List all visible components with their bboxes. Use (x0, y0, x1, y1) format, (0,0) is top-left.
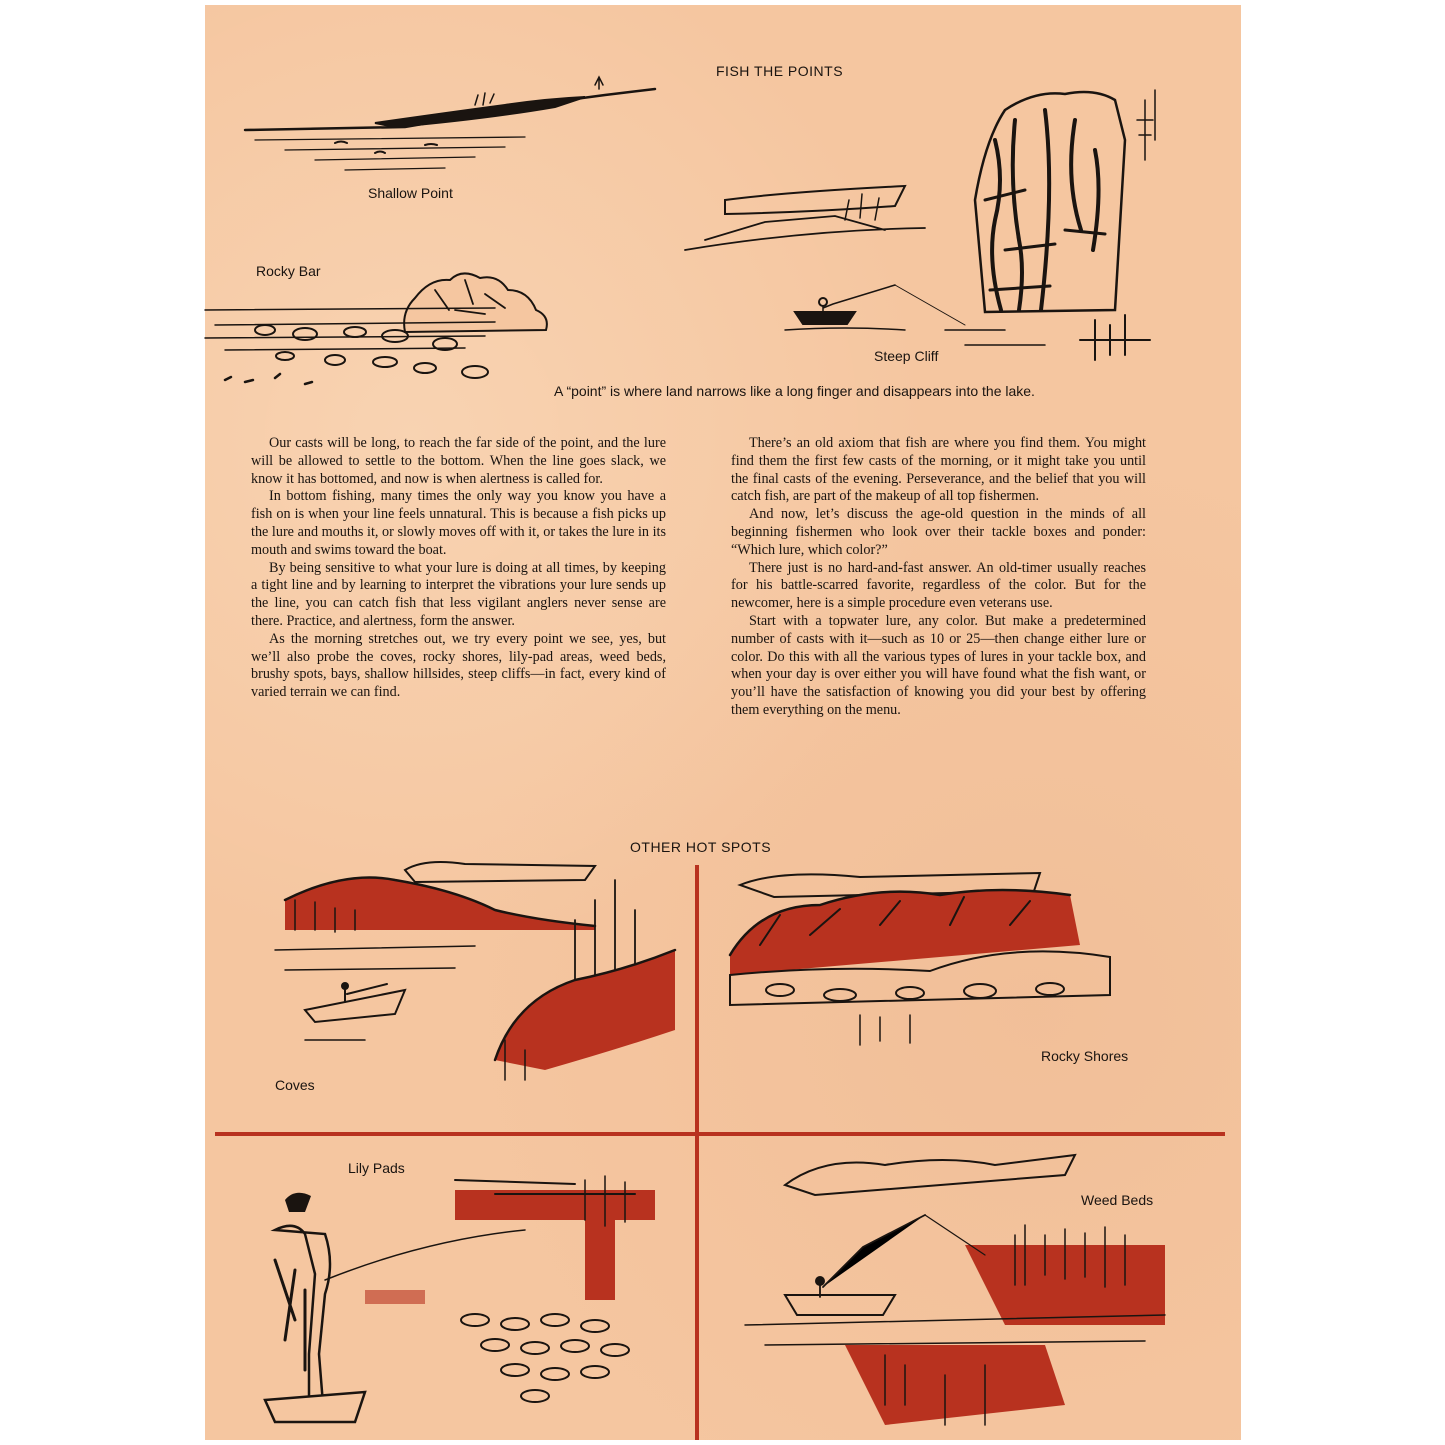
label-steep-cliff: Steep Cliff (874, 348, 939, 364)
rocky-shores-illustration (720, 865, 1150, 1045)
section-heading-fish-the-points: FISH THE POINTS (716, 63, 844, 79)
coves-illustration (275, 860, 685, 1090)
horizontal-divider (215, 1132, 1225, 1136)
article-right-column (731, 435, 1146, 720)
label-coves: Coves (275, 1077, 315, 1093)
vertical-divider (695, 865, 699, 1440)
weed-beds-illustration (725, 1145, 1165, 1440)
label-rocky-bar: Rocky Bar (256, 263, 321, 279)
shallow-point-illustration (225, 75, 685, 185)
paragraph: As the morning stretches out, we try every point we see, yes, but we’ll also probe the coves, rocky shores, lily-pad areas, weed beds, brushy spots, bays, shallow hillsides, steep cliffs—in fact, every kind of varied terrain we can find. (251, 630, 666, 701)
magazine-page (205, 5, 1241, 1440)
paragraph: There’s an old axiom that fish are where you find them. You might find them the first few casts of the morning, or it might take you until the final casts of the evening. Perseverance, and the belief that you will catch fish, are part of the makeup of all top fishermen. (731, 435, 1146, 505)
article-left-column (251, 435, 666, 702)
label-rocky-shores: Rocky Shores (1041, 1048, 1129, 1064)
figure-caption-points: A “point” is where land narrows like a long finger and disappears into the lake. (554, 383, 1035, 399)
steep-cliff-illustration (685, 80, 1225, 380)
paragraph: And now, let’s discuss the age-old question in the minds of all beginning fishermen who look over their tackle boxes and ponder: “Which lure, which color?” (731, 506, 1146, 558)
paragraph: Our casts will be long, to reach the far side of the point, and the lure will be allowed to settle to the bottom. When the line goes slack, we know it has bottomed, and now is when alertness is called for. (251, 435, 666, 487)
rocky-bar-illustration (205, 250, 505, 390)
paragraph: There just is no hard-and-fast answer. An old-timer usually reaches for his battle-scarred favorite, regardless of the color. But for the newcomer, here is a simple procedure even veterans use. (731, 559, 1146, 612)
label-weed-beds: Weed Beds (1081, 1192, 1154, 1208)
label-lily-pads: Lily Pads (348, 1160, 405, 1176)
paragraph: By being sensitive to what your lure is doing at all times, by keeping a tight line and by learning to interpret the vibrations your lure sends up the line, you can catch fish that less vigilant anglers never sense are there. Practice, and alertness, form the answer. (251, 559, 666, 629)
lily-pads-illustration (255, 1170, 685, 1440)
section-heading-other-hot-spots: OTHER HOT SPOTS (630, 839, 772, 855)
paragraph: Start with a topwater lure, any color. But make a predetermined number of casts with it—such as 10 or 25—then change either lure or color. Do this with all the various types of lures in your tackle box, and when your day is over either you will have found what the fish want, or you’ll have the satisfaction of knowing you did your best by offering them everything on the menu. (731, 612, 1146, 718)
label-shallow-point: Shallow Point (368, 185, 453, 201)
paragraph: In bottom fishing, many times the only way you know you have a fish on is when your line feels unnatural. This is because a fish picks up the lure and mouths it, or slowly moves off with it, or takes the lure in its mouth and swims toward the boat. (251, 488, 666, 558)
